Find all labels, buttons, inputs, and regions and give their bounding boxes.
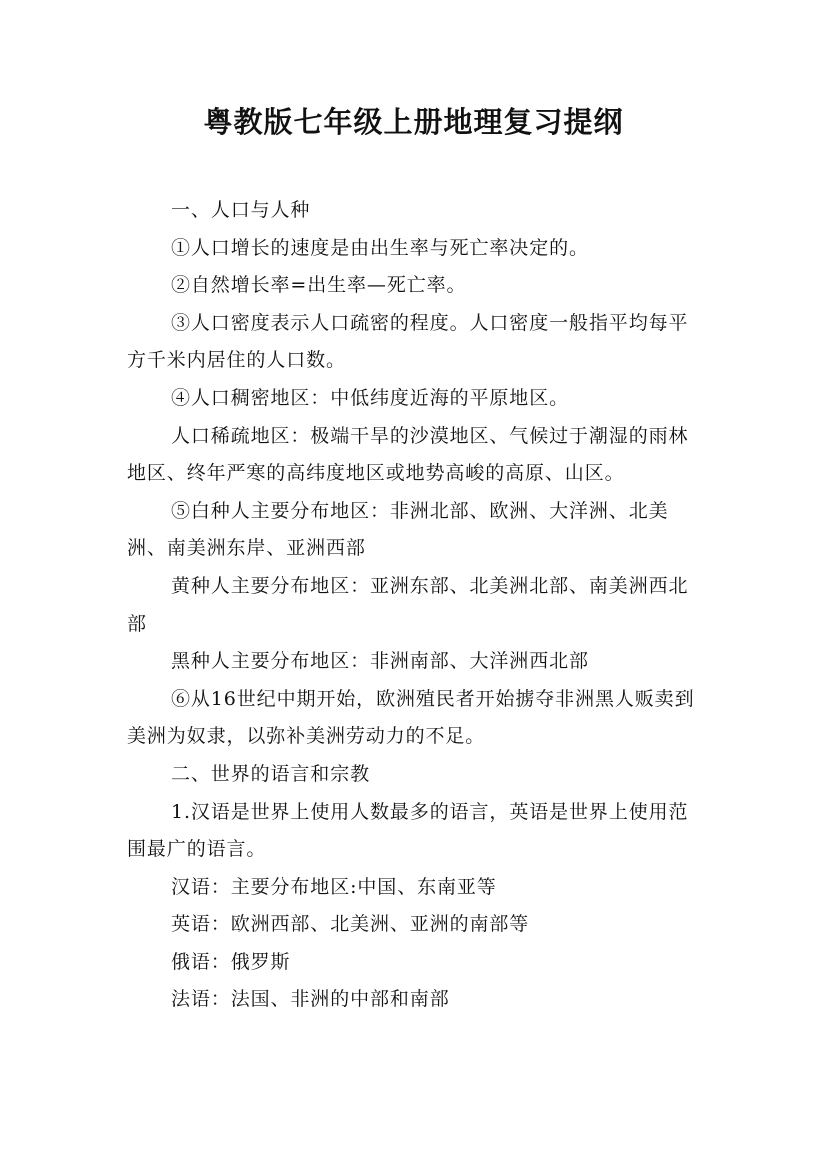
section-heading-language-religion: 二、世界的语言和宗教	[171, 762, 371, 785]
paragraph-languages: 1.汉语是世界上使用人数最多的语言，英语是世界上使用范围最广的语言。	[127, 800, 689, 861]
paragraph-density: ③人口密度表示人口疏密的程度。人口密度一般指平均每平方千米内居住的人口数。	[127, 311, 689, 372]
paragraph-natural-growth: ②自然增长率=出生率—死亡率。	[171, 274, 467, 297]
paragraph-slave-trade: ⑥从16世纪中期开始，欧洲殖民者开始掳夺非洲黑人贩卖到美洲为奴隶，以弥补美洲劳动力的不足。	[127, 687, 695, 748]
paragraph-black-race: 黑种人主要分布地区：非洲南部、大洋洲西北部	[171, 650, 589, 673]
paragraph-dense-areas: ④人口稠密地区：中低纬度近海的平原地区。	[171, 386, 570, 409]
paragraph-chinese: 汉语：主要分布地区:中国、东南亚等	[171, 875, 497, 898]
document-title: 粤教版七年级上册地理复习提纲	[203, 105, 624, 139]
paragraph-growth-rate: ①人口增长的速度是由出生率与死亡率决定的。	[171, 236, 589, 259]
paragraph-english: 英语：欧洲西部、北美洲、亚洲的南部等	[171, 913, 530, 936]
paragraph-sparse-areas: 人口稀疏地区：极端干旱的沙漠地区、气候过于潮湿的雨林地区、终年严寒的高纬度地区或地势高峻的高原、山区。	[127, 424, 689, 485]
paragraph-white-race: ⑤白种人主要分布地区：非洲北部、欧洲、大洋洲、北美洲、南美洲东岸、亚洲西部	[127, 499, 669, 560]
section-heading-population: 一、人口与人种	[171, 199, 311, 221]
document-body	[127, 192, 707, 1019]
paragraph-french: 法语：法国、非洲的中部和南部	[171, 988, 450, 1011]
paragraph-yellow-race: 黄种人主要分布地区：亚洲东部、北美洲北部、南美洲西北部	[127, 574, 689, 635]
paragraph-russian: 俄语：俄罗斯	[171, 950, 291, 973]
